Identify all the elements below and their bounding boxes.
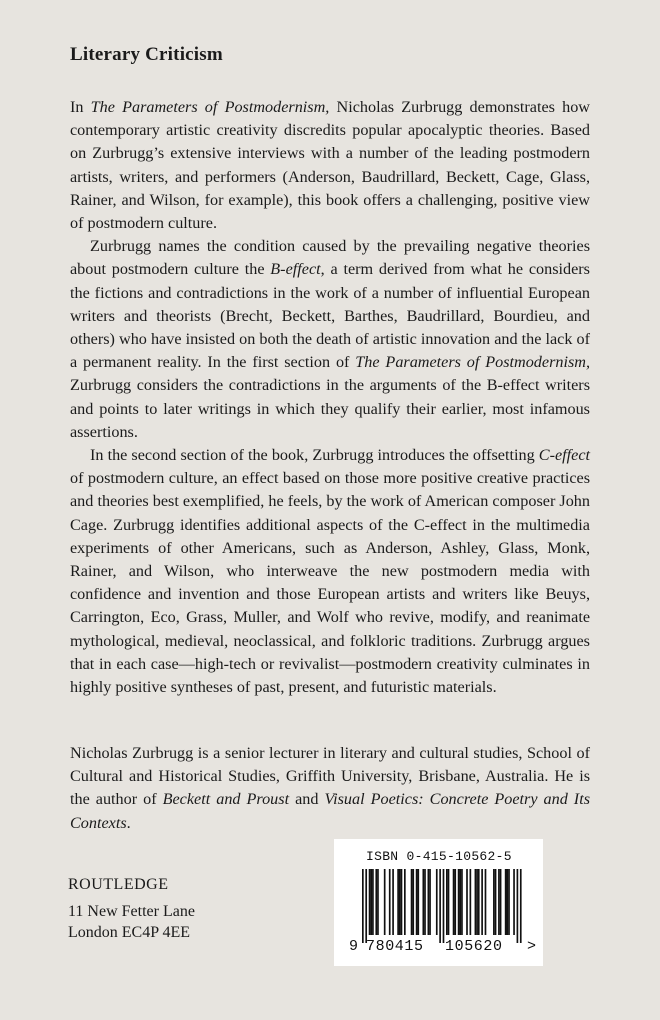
barcode-bar <box>424 869 426 935</box>
barcode-bar <box>493 869 495 935</box>
barcode-bar <box>466 869 468 935</box>
barcode-bar <box>375 869 377 935</box>
barcode-bar <box>377 869 379 935</box>
barcode-guard-bar <box>520 869 522 943</box>
barcode-bar <box>399 869 401 935</box>
barcode-bar <box>446 869 448 935</box>
publisher-address-line-1: 11 New Fetter Lane <box>68 903 195 920</box>
barcode-bar <box>485 869 487 935</box>
barcode-bar <box>372 869 374 935</box>
barcode-bar <box>412 869 414 935</box>
publisher-block <box>68 874 195 943</box>
text-run: In <box>70 98 91 116</box>
text-run: and <box>289 790 325 809</box>
barcode-guard-bar <box>443 869 445 943</box>
book-description <box>70 96 590 699</box>
barcode-bar <box>459 869 461 935</box>
barcode-bar <box>389 869 391 935</box>
ean-left-group: 780415 <box>366 938 424 955</box>
term-italic: B-effect <box>270 260 321 279</box>
publisher-address-line-2: London EC4P 4EE <box>68 924 191 941</box>
barcode-bar <box>513 869 515 935</box>
author-bio <box>70 742 590 835</box>
barcode-bar <box>397 869 399 935</box>
barcode-guard-bar <box>517 869 519 943</box>
barcode-bar <box>384 869 386 935</box>
barcode-guard-bar <box>365 869 367 943</box>
barcode-bar <box>417 869 419 935</box>
text-run: Zurbrugg considers the contradictions in the arguments of the B-effect writers and points to later writings in which they qualify their earlier, most infamous assertions. <box>70 376 590 441</box>
description-paragraph-3 <box>70 444 590 699</box>
barcode-bar <box>416 869 418 935</box>
barcode-bar <box>453 869 455 935</box>
barcode-bar <box>478 869 480 935</box>
barcode-bar <box>495 869 497 935</box>
description-paragraph-2 <box>70 235 590 444</box>
text-run: of postmodern culture, an effect based on those more positive creative practices and theories best exemplified, he feels, by the work of American composer John Cage. Zurbrugg identifies additional aspects of the C-effect in the multimedia experiments of other Americans, such as Anderson, Ashley, Glass, Monk, Rainer, and Wilson, who interweave the new postmodern media with confidence and invention and those European artists and writers like Beuys, Carrington, Eco, Grass, Muller, and Wolf who revive, modify, and reanimate mythological, medieval, neoclassical, and folkloric traditions. Zurbrugg argues that in each case—high-tech or revivalist—postmodern creativity culminates in highly positive syntheses of past, present, and futuristic materials. <box>70 469 590 697</box>
barcode-bar <box>429 869 431 935</box>
text-run: Zurbrugg names the condition caused by the prevailing negative theories about postmodern culture the <box>70 237 590 279</box>
book-title-italic: The Parameters of Postmodernism, <box>90 98 330 116</box>
book-title-italic: Visual Poetics: Concrete Poetry and Its Contexts <box>70 790 590 832</box>
barcode-bar <box>470 869 472 935</box>
barcode-bar <box>404 869 406 935</box>
barcode-bar <box>481 869 483 935</box>
barcode-bar <box>401 869 403 935</box>
barcode-bar <box>505 869 507 935</box>
barcode-bar <box>411 869 413 935</box>
ean-right-group: 105620 <box>445 938 503 955</box>
barcode-bar <box>436 869 438 935</box>
description-paragraph-1 <box>70 96 590 235</box>
barcode-bar <box>454 869 456 935</box>
barcode-bar <box>428 869 430 935</box>
barcode-bar <box>422 869 424 935</box>
barcode-bar <box>508 869 510 935</box>
text-run: Nicholas Zurbrugg is a senior lecturer in literary and cultural studies, School of Cultural and Historical Studies, Griffith University, Brisbane, Australia. He is the author of <box>70 744 590 809</box>
category-heading: Literary Criticism <box>70 44 223 65</box>
barcode-bar <box>476 869 478 935</box>
barcode-panel <box>334 839 543 966</box>
barcode-bar <box>370 869 372 935</box>
term-italic: C-effect <box>538 446 590 465</box>
barcode-bar <box>458 869 460 935</box>
barcode-bar <box>461 869 463 935</box>
text-run: . <box>126 813 131 832</box>
barcode-bar <box>475 869 477 935</box>
text-run: Nicholas Zurbrugg demonstrates how contemporary artistic creativity discredits popular apocalyptic theories. Based on Zurbrugg’s extensive interviews with a number of the leading postmodern artists, writers, and performers (Anderson, Baudrillard, Beckett, Cage, Glass, Rainer, and Wilson, for example), this book offers a challenging, positive view of postmodern culture. <box>70 98 590 233</box>
quiet-zone-arrow: > <box>527 938 537 955</box>
book-title-italic: The Parameters of Postmodernism, <box>355 353 591 372</box>
barcode-bar <box>448 869 450 935</box>
book-title-italic: Beckett and Proust <box>162 790 290 809</box>
ean-first-digit: 9 <box>349 938 359 955</box>
barcode-bar <box>500 869 502 935</box>
barcode-guard-bar <box>439 869 441 943</box>
text-run: , a term derived from what he considers the fictions and contradictions in the work of a number of influential European writers and theorists (Brecht, Beckett, Barthes, Baudrillard, Bourdieu, and others) who have insisted on both the death of artistic innovation and the lack of a permanent reality. In the first section of <box>70 260 590 372</box>
barcode-bar <box>369 869 371 935</box>
publisher-name: ROUTLEDGE <box>68 876 169 893</box>
barcode-bar <box>506 869 508 935</box>
isbn-label: ISBN 0-415-10562-5 <box>366 849 512 864</box>
barcode-bar <box>498 869 500 935</box>
barcode-guard-bar <box>362 869 364 943</box>
barcode-bar <box>392 869 394 935</box>
text-run: In the second section of the book, Zurbrugg introduces the offsetting <box>90 446 539 465</box>
